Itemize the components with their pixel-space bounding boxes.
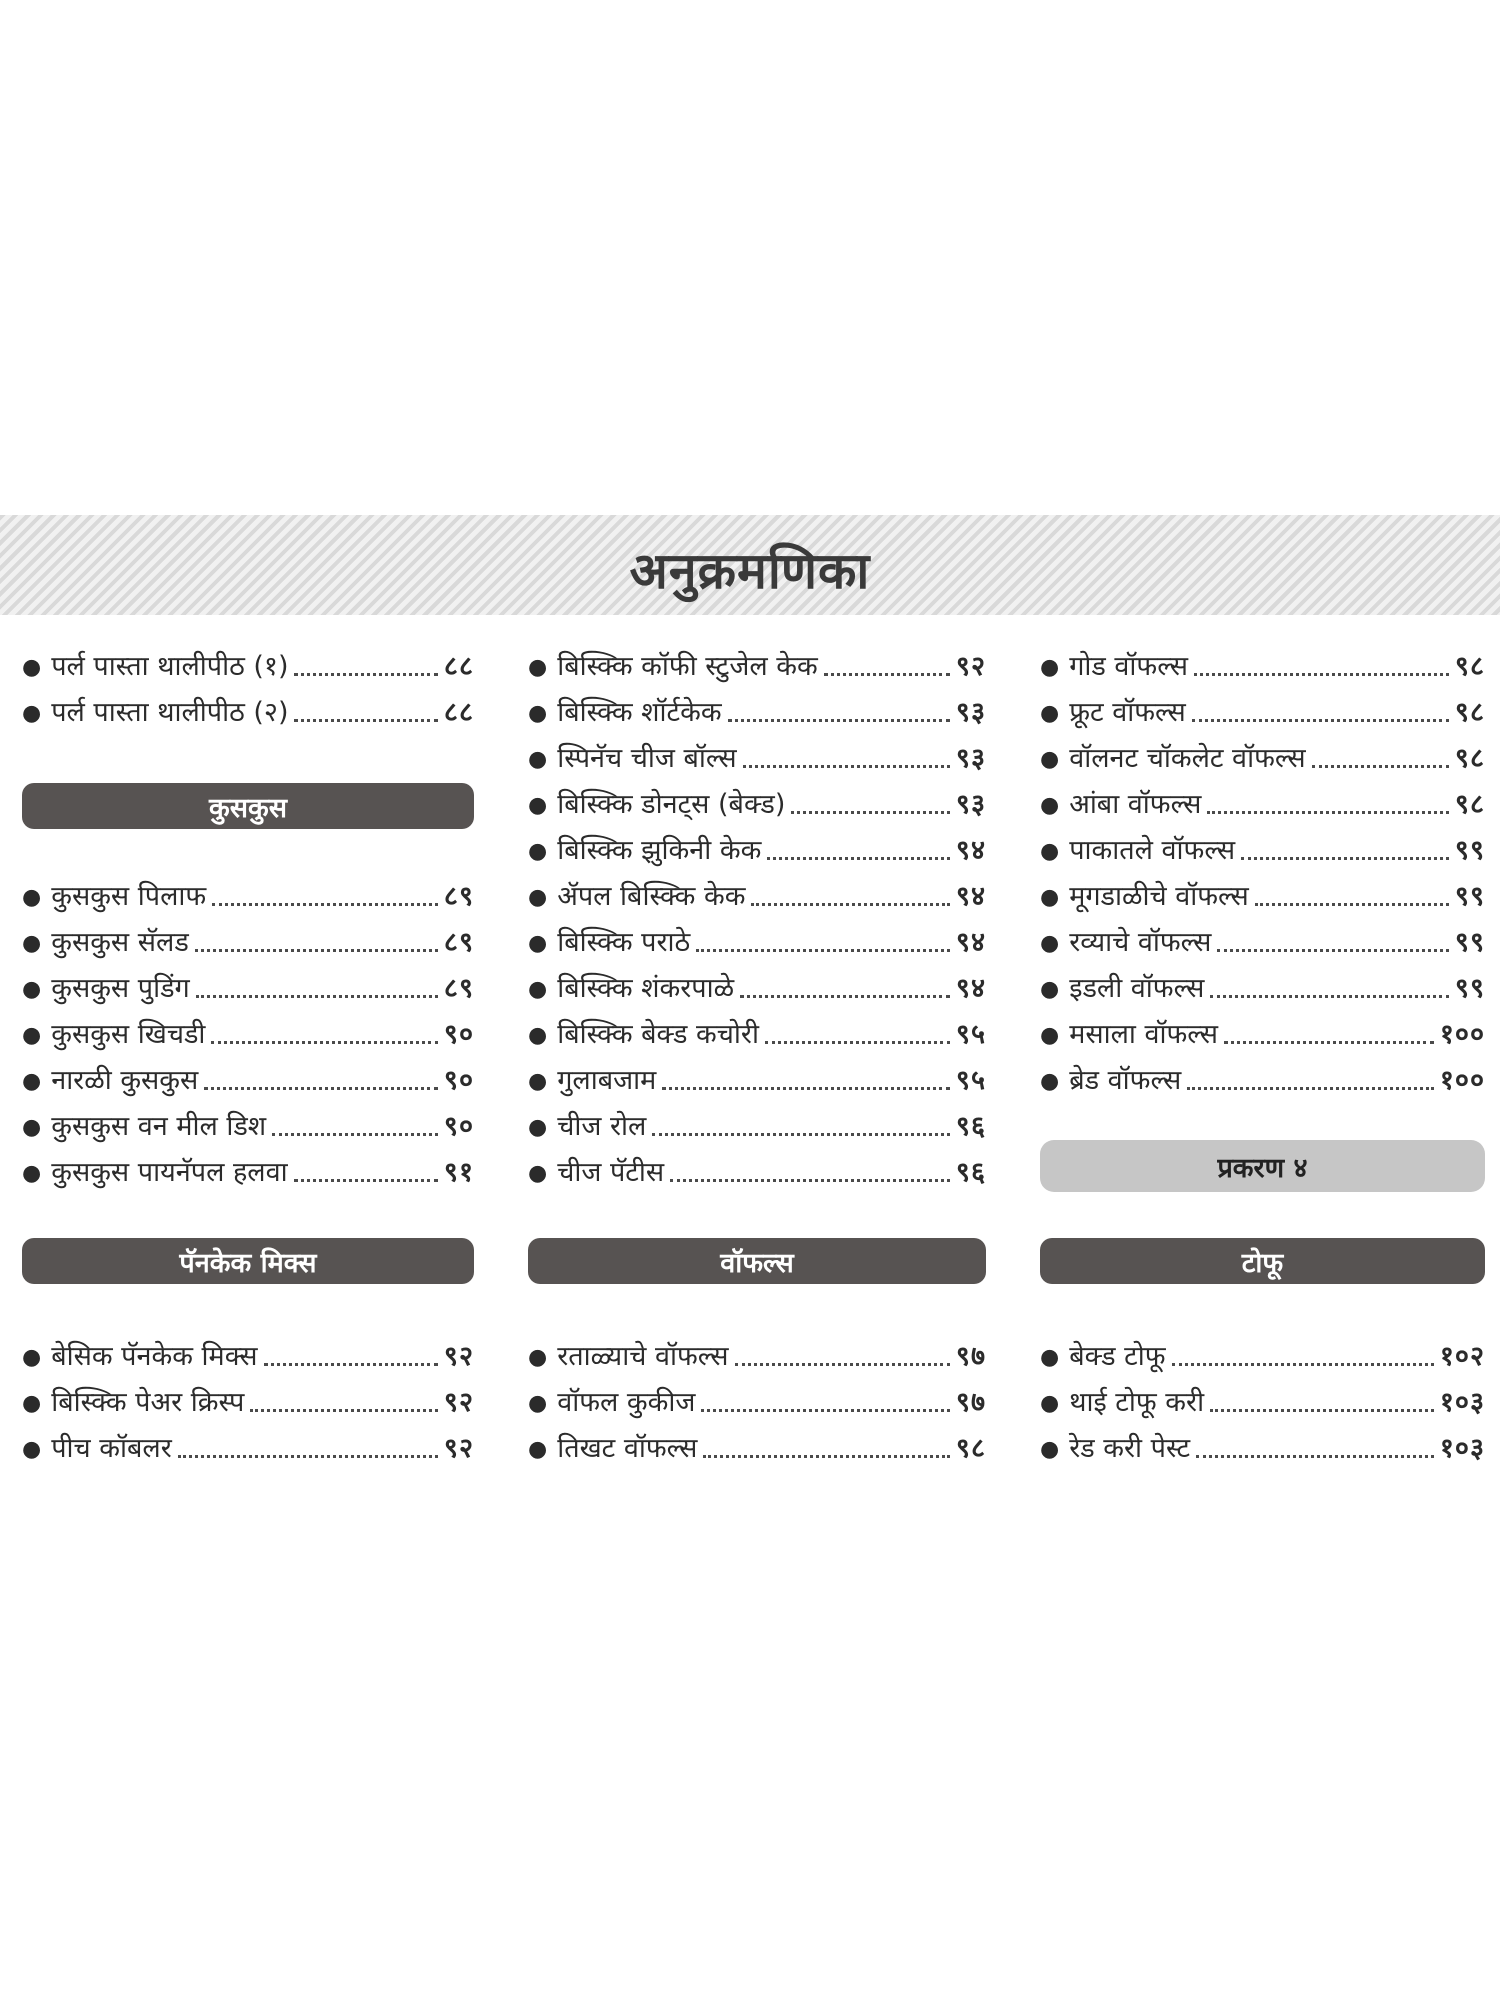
index-entry — [1040, 829, 1485, 869]
index-entry — [528, 1059, 986, 1099]
index-entry — [528, 691, 986, 731]
entry-page: ९८ — [1454, 651, 1485, 682]
entry-title: कुसकुस पायनॅपल हलवा — [51, 1157, 288, 1188]
bullet-icon: ● — [528, 1391, 548, 1416]
bullet-icon: ● — [1040, 655, 1060, 680]
entry-title: मसाला वॉफल्स — [1069, 1019, 1219, 1050]
entry-page: ९२ — [443, 1341, 474, 1372]
bullet-icon: ● — [1040, 839, 1060, 864]
bullet-icon: ● — [528, 839, 548, 864]
index-entry — [528, 1151, 986, 1191]
index-entry — [22, 1105, 474, 1145]
index-entry — [1040, 1427, 1485, 1467]
entry-page: ९० — [443, 1019, 474, 1050]
entry-page: ८९ — [443, 927, 474, 958]
page-title: अनुक्रमणिका — [629, 541, 871, 600]
bullet-icon: ● — [22, 1391, 42, 1416]
bullet-icon: ● — [528, 655, 548, 680]
section-header-tofu: टोफू — [1040, 1238, 1485, 1284]
index-entry — [22, 645, 474, 685]
bullet-icon: ● — [528, 1023, 548, 1048]
dot-leader — [211, 1041, 437, 1044]
index-entry — [528, 1381, 986, 1421]
section-header-pancake-mix: पॅनकेक मिक्स — [22, 1238, 474, 1284]
entry-page: ८९ — [443, 881, 474, 912]
entry-page: ९८ — [1454, 697, 1485, 728]
entry-page: ९३ — [955, 743, 986, 774]
entry-page: ९३ — [955, 697, 986, 728]
entry-page: ९२ — [955, 651, 986, 682]
entry-title: मूगडाळीचे वॉफल्स — [1069, 881, 1249, 912]
dot-leader — [696, 949, 950, 952]
bullet-icon: ● — [1040, 1391, 1060, 1416]
index-entry — [22, 1013, 474, 1053]
dot-leader — [652, 1133, 950, 1136]
bullet-icon: ● — [528, 1161, 548, 1186]
bullet-icon: ● — [1040, 747, 1060, 772]
entry-page: १०२ — [1439, 1341, 1485, 1372]
entry-page: ९४ — [955, 881, 986, 912]
section-header-couscous: कुसकुस — [22, 783, 474, 829]
bullet-icon: ● — [22, 1345, 42, 1370]
dot-leader — [824, 673, 950, 676]
entry-title: थाई टोफू करी — [1069, 1387, 1205, 1418]
entry-title: बेक्ड टोफू — [1069, 1341, 1166, 1372]
dot-leader — [1224, 1041, 1434, 1044]
dot-leader — [212, 903, 438, 906]
entry-page: ९९ — [1454, 973, 1485, 1004]
dot-leader — [1207, 811, 1449, 814]
index-entry — [528, 829, 986, 869]
bullet-icon: ● — [1040, 931, 1060, 956]
entry-title: बिस्क्कि झुकिनी केक — [557, 835, 762, 866]
entry-title: कुसकुस पुडिंग — [51, 973, 190, 1004]
dot-leader — [1210, 1409, 1434, 1412]
dot-leader — [791, 811, 950, 814]
entry-page: ९१ — [443, 1157, 474, 1188]
bullet-icon: ● — [22, 1069, 42, 1094]
entry-title: चीज पॅटीस — [557, 1157, 665, 1188]
entry-page: ९४ — [955, 835, 986, 866]
entry-page: ९५ — [955, 1065, 986, 1096]
dot-leader — [728, 719, 950, 722]
index-entry — [1040, 1335, 1485, 1375]
entry-title: बिस्क्कि डोनट्स (बेक्ड) — [557, 789, 786, 820]
bullet-icon: ● — [22, 1437, 42, 1462]
dot-leader — [751, 903, 949, 906]
entry-title: रताळ्याचे वॉफल्स — [557, 1341, 729, 1372]
bullet-icon: ● — [22, 931, 42, 956]
entry-page: ८८ — [443, 651, 474, 682]
entry-title: बिस्क्कि शॉर्टकेक — [557, 697, 722, 728]
entry-page: ८८ — [443, 697, 474, 728]
dot-leader — [743, 765, 950, 768]
entry-title: इडली वॉफल्स — [1069, 973, 1205, 1004]
entry-page: ९९ — [1454, 881, 1485, 912]
entry-title: फ्रूट वॉफल्स — [1069, 697, 1186, 728]
bullet-icon: ● — [1040, 977, 1060, 1002]
index-entry — [1040, 875, 1485, 915]
entry-title: नारळी कुसकुस — [51, 1065, 199, 1096]
dot-leader — [1192, 719, 1449, 722]
entry-title: कुसकुस वन मील डिश — [51, 1111, 267, 1142]
entry-title: वॉलनट चॉकलेट वॉफल्स — [1069, 743, 1306, 774]
entry-title: बिस्क्कि शंकरपाळे — [557, 973, 735, 1004]
bullet-icon: ● — [1040, 1069, 1060, 1094]
bullet-icon: ● — [528, 701, 548, 726]
dot-leader — [1210, 995, 1449, 998]
bullet-icon: ● — [528, 747, 548, 772]
dot-leader — [250, 1409, 438, 1412]
index-entry — [1040, 691, 1485, 731]
index-entry — [1040, 1013, 1485, 1053]
index-entry — [1040, 1381, 1485, 1421]
bullet-icon: ● — [22, 655, 42, 680]
dot-leader — [1217, 949, 1448, 952]
entry-title: गुलाबजाम — [557, 1065, 657, 1096]
dot-leader — [272, 1133, 438, 1136]
dot-leader — [264, 1363, 438, 1366]
entry-title: बिस्क्कि कॉफी स्टुजेल केक — [557, 651, 818, 682]
index-entry — [22, 1427, 474, 1467]
entry-title: ब्रेड वॉफल्स — [1069, 1065, 1182, 1096]
dot-leader — [1194, 673, 1449, 676]
dot-leader — [204, 1087, 438, 1090]
dot-leader — [196, 995, 438, 998]
entry-page: ९४ — [955, 927, 986, 958]
bullet-icon: ● — [22, 1115, 42, 1140]
bullet-icon: ● — [22, 1023, 42, 1048]
bullet-icon: ● — [528, 1437, 548, 1462]
bullet-icon: ● — [22, 1161, 42, 1186]
index-entry — [528, 1105, 986, 1145]
dot-leader — [735, 1363, 950, 1366]
entry-title: रेड करी पेस्ट — [1069, 1433, 1191, 1464]
entry-title: रव्याचे वॉफल्स — [1069, 927, 1212, 958]
dot-leader — [1172, 1363, 1434, 1366]
entry-page: ९६ — [955, 1111, 986, 1142]
bullet-icon: ● — [22, 885, 42, 910]
bullet-icon: ● — [22, 701, 42, 726]
index-entry — [1040, 645, 1485, 685]
entry-title: पाकातले वॉफल्स — [1069, 835, 1236, 866]
index-entry — [1040, 783, 1485, 823]
dot-leader — [1241, 857, 1449, 860]
index-entry — [22, 1151, 474, 1191]
entry-page: १०० — [1439, 1065, 1485, 1096]
index-entry — [528, 645, 986, 685]
dot-leader — [178, 1455, 438, 1458]
bullet-icon: ● — [1040, 885, 1060, 910]
entry-page: १०३ — [1439, 1387, 1485, 1418]
entry-page: ९२ — [443, 1387, 474, 1418]
index-entry — [22, 875, 474, 915]
dot-leader — [294, 719, 437, 722]
index-entry — [528, 1427, 986, 1467]
entry-page: ९० — [443, 1111, 474, 1142]
entry-page: ९६ — [955, 1157, 986, 1188]
entry-title: गोड वॉफल्स — [1069, 651, 1188, 682]
entry-page: ९७ — [955, 1387, 986, 1418]
entry-title: पर्ल पास्ता थालीपीठ (२) — [51, 697, 289, 728]
index-entry — [22, 1335, 474, 1375]
entry-title: तिखट वॉफल्स — [557, 1433, 698, 1464]
entry-title: आंबा वॉफल्स — [1069, 789, 1202, 820]
dot-leader — [1196, 1455, 1434, 1458]
dot-leader — [1187, 1087, 1434, 1090]
index-entry — [528, 1335, 986, 1375]
bullet-icon: ● — [1040, 701, 1060, 726]
entry-page: ९८ — [955, 1433, 986, 1464]
bullet-icon: ● — [528, 1345, 548, 1370]
entry-page: ९९ — [1454, 927, 1485, 958]
dot-leader — [670, 1179, 950, 1182]
bullet-icon: ● — [528, 931, 548, 956]
entry-page: ९० — [443, 1065, 474, 1096]
index-entry — [22, 1381, 474, 1421]
bullet-icon: ● — [1040, 1437, 1060, 1462]
dot-leader — [294, 1179, 438, 1182]
dot-leader — [1312, 765, 1449, 768]
bullet-icon: ● — [1040, 1345, 1060, 1370]
dot-leader — [740, 995, 950, 998]
entry-page: ९८ — [1454, 789, 1485, 820]
entry-page: ९७ — [955, 1341, 986, 1372]
entry-title: बेसिक पॅनकेक मिक्स — [51, 1341, 258, 1372]
index-entry — [1040, 737, 1485, 777]
entry-page: ९५ — [955, 1019, 986, 1050]
dot-leader — [662, 1087, 950, 1090]
entry-title: वॉफल कुकीज — [557, 1387, 696, 1418]
entry-page: ९२ — [443, 1433, 474, 1464]
index-entry — [528, 783, 986, 823]
section-header-waffles: वॉफल्स — [528, 1238, 986, 1284]
entry-page: ८९ — [443, 973, 474, 1004]
entry-title: कुसकुस खिचडी — [51, 1019, 206, 1050]
entry-page: ९३ — [955, 789, 986, 820]
index-entry — [528, 875, 986, 915]
bullet-icon: ● — [528, 977, 548, 1002]
index-entry — [528, 921, 986, 961]
index-entry — [22, 691, 474, 731]
entry-title: पर्ल पास्ता थालीपीठ (१) — [51, 651, 289, 682]
dot-leader — [765, 1041, 950, 1044]
bullet-icon: ● — [22, 977, 42, 1002]
dot-leader — [1255, 903, 1449, 906]
bullet-icon: ● — [528, 793, 548, 818]
bullet-icon: ● — [1040, 1023, 1060, 1048]
entry-title: बिस्क्कि बेक्ड कचोरी — [557, 1019, 759, 1050]
dot-leader — [294, 673, 437, 676]
entry-title: चीज रोल — [557, 1111, 647, 1142]
index-entry — [1040, 921, 1485, 961]
dot-leader — [767, 857, 950, 860]
entry-title: कुसकुस सॅलड — [51, 927, 189, 958]
dot-leader — [195, 949, 438, 952]
index-entry — [528, 1013, 986, 1053]
entry-page: ९९ — [1454, 835, 1485, 866]
dot-leader — [703, 1455, 949, 1458]
chapter-header: प्रकरण ४ — [1040, 1140, 1485, 1192]
index-entry — [528, 967, 986, 1007]
entry-page: १०३ — [1439, 1433, 1485, 1464]
entry-title: बिस्क्कि पेअर क्रिस्प — [51, 1387, 245, 1418]
index-entry — [1040, 967, 1485, 1007]
bullet-icon: ● — [1040, 793, 1060, 818]
entry-page: ९४ — [955, 973, 986, 1004]
dot-leader — [701, 1409, 949, 1412]
index-entry — [1040, 1059, 1485, 1099]
index-entry — [22, 921, 474, 961]
entry-page: ९८ — [1454, 743, 1485, 774]
entry-title: स्पिनॅच चीज बॉल्स — [557, 743, 737, 774]
entry-title: पीच कॉबलर — [51, 1433, 172, 1464]
index-entry — [22, 967, 474, 1007]
entry-title: बिस्क्कि पराठे — [557, 927, 691, 958]
entry-title: कुसकुस पिलाफ — [51, 881, 207, 912]
bullet-icon: ● — [528, 1115, 548, 1140]
entry-title: ॲपल बिस्क्कि केक — [557, 881, 746, 912]
bullet-icon: ● — [528, 1069, 548, 1094]
entry-page: १०० — [1439, 1019, 1485, 1050]
index-entry — [22, 1059, 474, 1099]
index-entry — [528, 737, 986, 777]
bullet-icon: ● — [528, 885, 548, 910]
